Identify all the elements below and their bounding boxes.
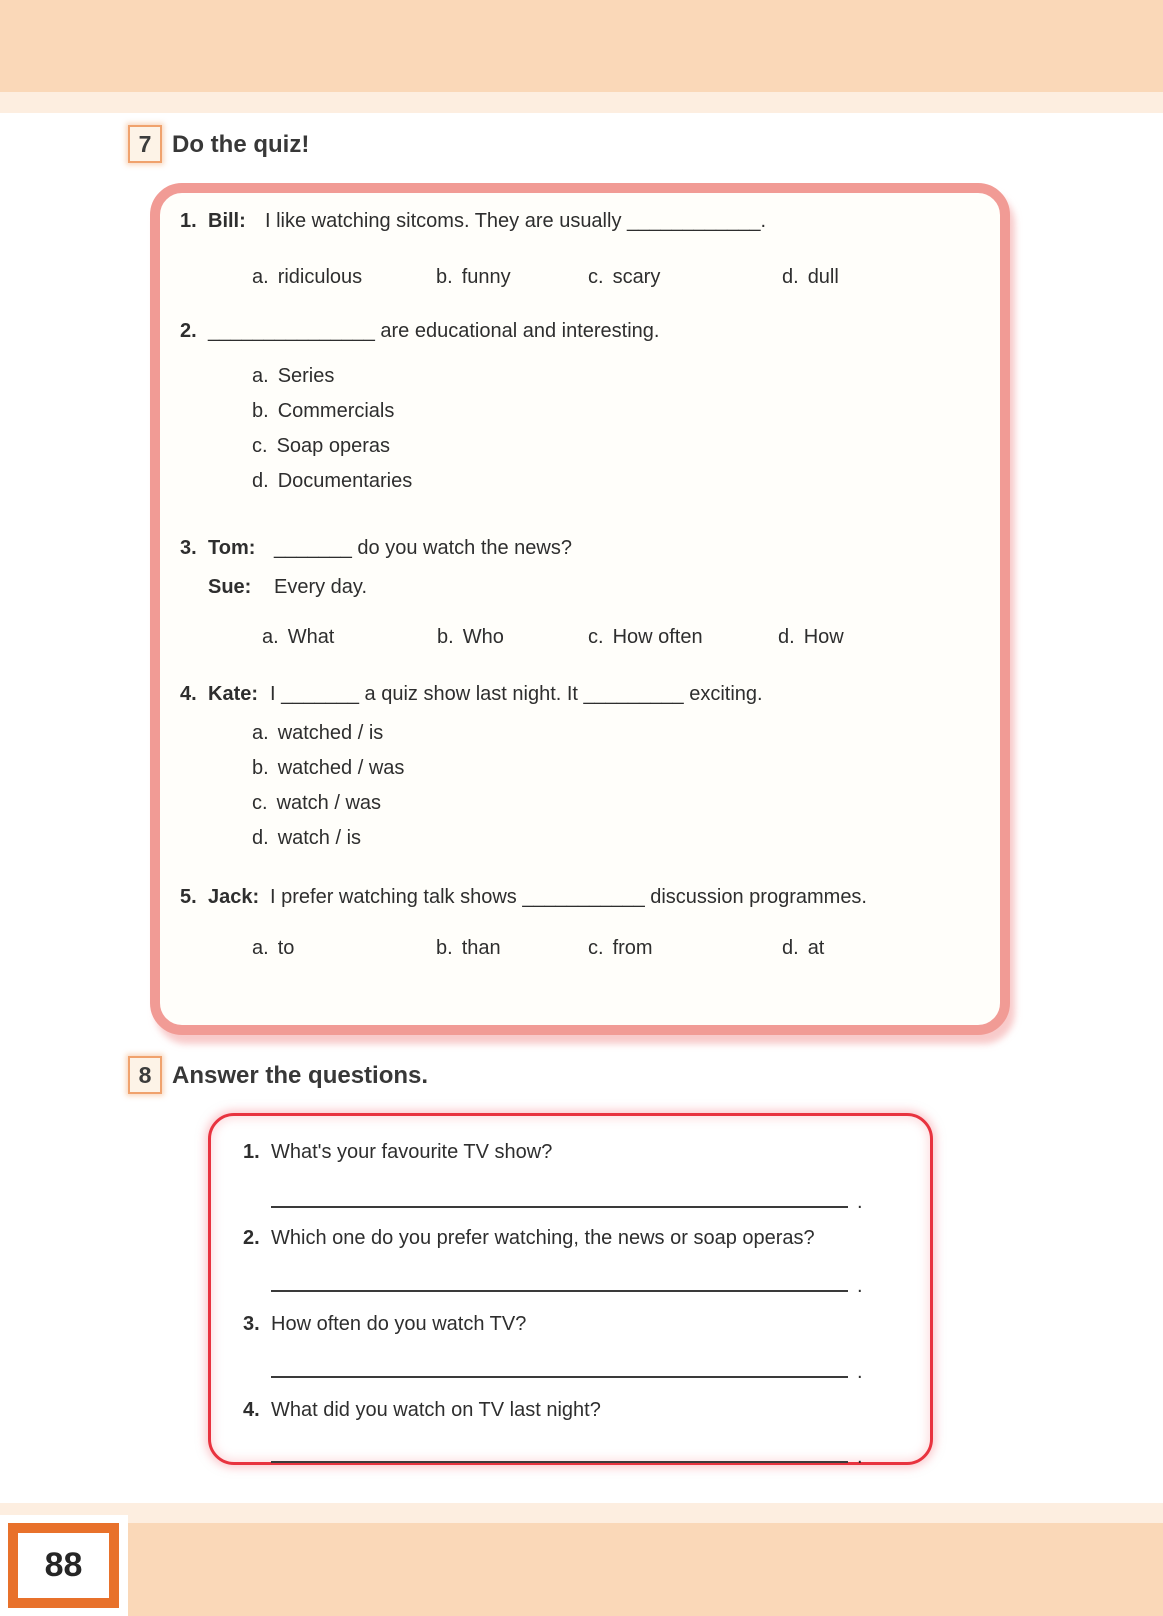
quiz-option-3d	[778, 626, 844, 649]
quiz-question-3-reply	[208, 576, 367, 599]
option-text: from	[612, 937, 653, 959]
option-letter: d.	[252, 470, 269, 492]
option-text: What	[287, 626, 335, 648]
quiz-option-3b	[437, 626, 504, 649]
question-number: 4.	[243, 1399, 260, 1421]
answer-write-line	[271, 1356, 848, 1378]
question-number: 3.	[180, 537, 197, 559]
exercise-7-title: Do the quiz!	[172, 131, 310, 158]
option-text: watch / is	[277, 827, 362, 849]
question-text: I prefer watching talk shows ___________ discussion programmes.	[270, 886, 867, 908]
option-letter: c.	[588, 937, 604, 959]
option-letter: c.	[588, 626, 604, 648]
question-number: 5.	[180, 886, 197, 908]
quiz-option-3c	[588, 626, 703, 649]
quiz-question-4	[180, 683, 763, 706]
question-number: 2.	[180, 320, 197, 342]
exercise-8-title: Answer the questions.	[172, 1062, 429, 1089]
bottom-band-light	[0, 1503, 1163, 1523]
quiz-option-1b	[436, 266, 511, 289]
question-text: Which one do you prefer watching, the news or soap operas?	[271, 1227, 815, 1249]
quiz-option-5b	[436, 937, 501, 960]
option-text: at	[807, 937, 825, 959]
question-number: 1.	[243, 1141, 260, 1163]
quiz-question-3	[180, 537, 572, 560]
option-letter: d.	[782, 937, 799, 959]
option-text: scary	[612, 266, 661, 288]
top-band	[0, 0, 1163, 92]
option-text: ridiculous	[277, 266, 363, 288]
quiz-option-2a	[252, 365, 334, 388]
option-letter: b.	[252, 400, 269, 422]
answer-question-4	[243, 1399, 601, 1422]
option-letter: b.	[252, 757, 269, 779]
question-number: 1.	[180, 210, 197, 232]
quiz-option-1d	[782, 266, 839, 289]
option-text: How	[803, 626, 844, 648]
speaker-name: Jack:	[208, 886, 260, 908]
exercise-7-badge: 7	[128, 125, 162, 163]
question-text: _______________ are educational and interesting.	[208, 320, 660, 342]
quiz-option-5c	[588, 937, 653, 960]
answer-blank-2	[271, 1270, 863, 1298]
sentence-period: .	[857, 1275, 863, 1297]
option-letter: a.	[252, 937, 269, 959]
option-text: to	[277, 937, 295, 959]
answer-blank-1	[271, 1186, 863, 1214]
option-letter: d.	[778, 626, 795, 648]
question-text: What's your favourite TV show?	[271, 1141, 553, 1163]
option-text: than	[461, 937, 501, 959]
quiz-question-2	[180, 320, 659, 343]
quiz-option-4a	[252, 722, 383, 745]
quiz-option-2d	[252, 470, 412, 493]
option-letter: a.	[252, 722, 269, 744]
answer-blank-4	[271, 1441, 863, 1469]
question-number: 3.	[243, 1313, 260, 1335]
speaker-name: Sue:	[208, 576, 252, 598]
quiz-option-2b	[252, 400, 394, 423]
question-number: 2.	[243, 1227, 260, 1249]
answer-write-line	[271, 1270, 848, 1292]
option-text: Who	[462, 626, 504, 648]
sentence-period: .	[857, 1361, 863, 1383]
question-number: 4.	[180, 683, 197, 705]
option-letter: b.	[436, 266, 453, 288]
option-letter: a.	[252, 266, 269, 288]
option-text: funny	[461, 266, 511, 288]
option-letter: b.	[436, 937, 453, 959]
speaker-name: Tom:	[208, 537, 256, 559]
option-letter: a.	[262, 626, 279, 648]
option-text: watch / was	[276, 792, 382, 814]
bottom-band	[128, 1523, 1163, 1616]
option-letter: d.	[782, 266, 799, 288]
option-text: Commercials	[277, 400, 395, 422]
answer-question-1	[243, 1141, 552, 1164]
quiz-option-5a	[252, 937, 294, 960]
quiz-option-1c	[588, 266, 660, 289]
quiz-question-1	[180, 210, 766, 233]
quiz-option-1a	[252, 266, 362, 289]
page-number-box	[8, 1523, 119, 1608]
speaker-name: Kate:	[208, 683, 259, 705]
option-text: Soap operas	[276, 435, 390, 457]
option-text: watched / was	[277, 757, 405, 779]
quiz-option-4c	[252, 792, 381, 815]
quiz-option-4d	[252, 827, 361, 850]
option-letter: b.	[437, 626, 454, 648]
page-number: 88	[44, 1546, 83, 1584]
option-letter: a.	[252, 365, 269, 387]
sentence-period: .	[857, 1446, 863, 1468]
option-text: How often	[612, 626, 703, 648]
sentence-period: .	[857, 1191, 863, 1213]
quiz-option-3a	[262, 626, 334, 649]
quiz-box	[150, 183, 1010, 1035]
answer-blank-3	[271, 1356, 863, 1384]
answer-write-line	[271, 1441, 848, 1463]
question-text: I like watching sitcoms. They are usually ____________.	[265, 210, 767, 232]
answer-write-line	[271, 1186, 848, 1208]
question-text: How often do you watch TV?	[271, 1313, 527, 1335]
top-band-light	[0, 92, 1163, 113]
option-text: watched / is	[277, 722, 384, 744]
reply-text: Every day.	[274, 576, 367, 598]
quiz-option-4b	[252, 757, 404, 780]
quiz-option-5d	[782, 937, 824, 960]
option-text: Documentaries	[277, 470, 413, 492]
option-letter: d.	[252, 827, 269, 849]
option-letter: c.	[588, 266, 604, 288]
option-text: Series	[277, 365, 335, 387]
question-text: What did you watch on TV last night?	[271, 1399, 601, 1421]
option-text: dull	[807, 266, 839, 288]
speaker-name: Bill:	[208, 210, 246, 232]
answer-box	[208, 1113, 933, 1468]
option-letter: c.	[252, 435, 268, 457]
quiz-question-5	[180, 886, 867, 909]
option-letter: c.	[252, 792, 268, 814]
answer-question-3	[243, 1313, 526, 1336]
quiz-option-2c	[252, 435, 390, 458]
exercise-8-badge: 8	[128, 1056, 162, 1094]
question-text: I _______ a quiz show last night. It _________ exciting.	[270, 683, 763, 705]
question-text: _______ do you watch the news?	[274, 537, 572, 559]
answer-question-2	[243, 1227, 815, 1250]
